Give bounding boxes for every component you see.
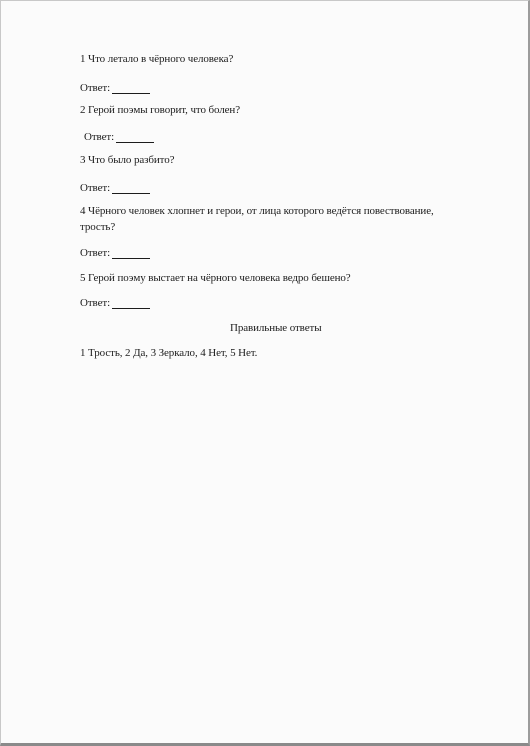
answers-heading: Правильные ответы — [230, 322, 322, 334]
answer-2-label: Ответ: — [84, 131, 115, 143]
question-1: 1 Что летало в чёрного человека? — [80, 53, 234, 65]
answer-1-row — [80, 80, 150, 94]
question-4-line-2: трость? — [80, 221, 116, 233]
answers-text: 1 Трость, 2 Да, 3 Зеркало, 4 Нет, 5 Нет. — [80, 347, 258, 359]
answer-1-blank[interactable] — [112, 80, 150, 94]
answer-1-label: Ответ: — [80, 82, 111, 94]
answer-4-blank[interactable] — [112, 245, 150, 259]
answer-4-row — [80, 245, 150, 259]
answer-3-row — [80, 180, 150, 194]
question-4-line-1: 4 Чёрного человек хлопнет и герои, от лица которого ведётся повествование, — [80, 205, 434, 217]
answer-2-row — [84, 129, 154, 143]
answer-2-blank[interactable] — [116, 129, 154, 143]
answer-3-label: Ответ: — [80, 182, 111, 194]
question-2: 2 Герой поэмы говорит, что болен? — [80, 104, 240, 116]
answer-5-row — [80, 295, 150, 309]
question-5: 5 Герой поэму выстает на чёрного человека ведро бешено? — [80, 272, 351, 284]
answer-5-label: Ответ: — [80, 297, 111, 309]
answer-5-blank[interactable] — [112, 295, 150, 309]
question-3: 3 Что было разбито? — [80, 154, 175, 166]
answer-4-label: Ответ: — [80, 247, 111, 259]
answer-3-blank[interactable] — [112, 180, 150, 194]
